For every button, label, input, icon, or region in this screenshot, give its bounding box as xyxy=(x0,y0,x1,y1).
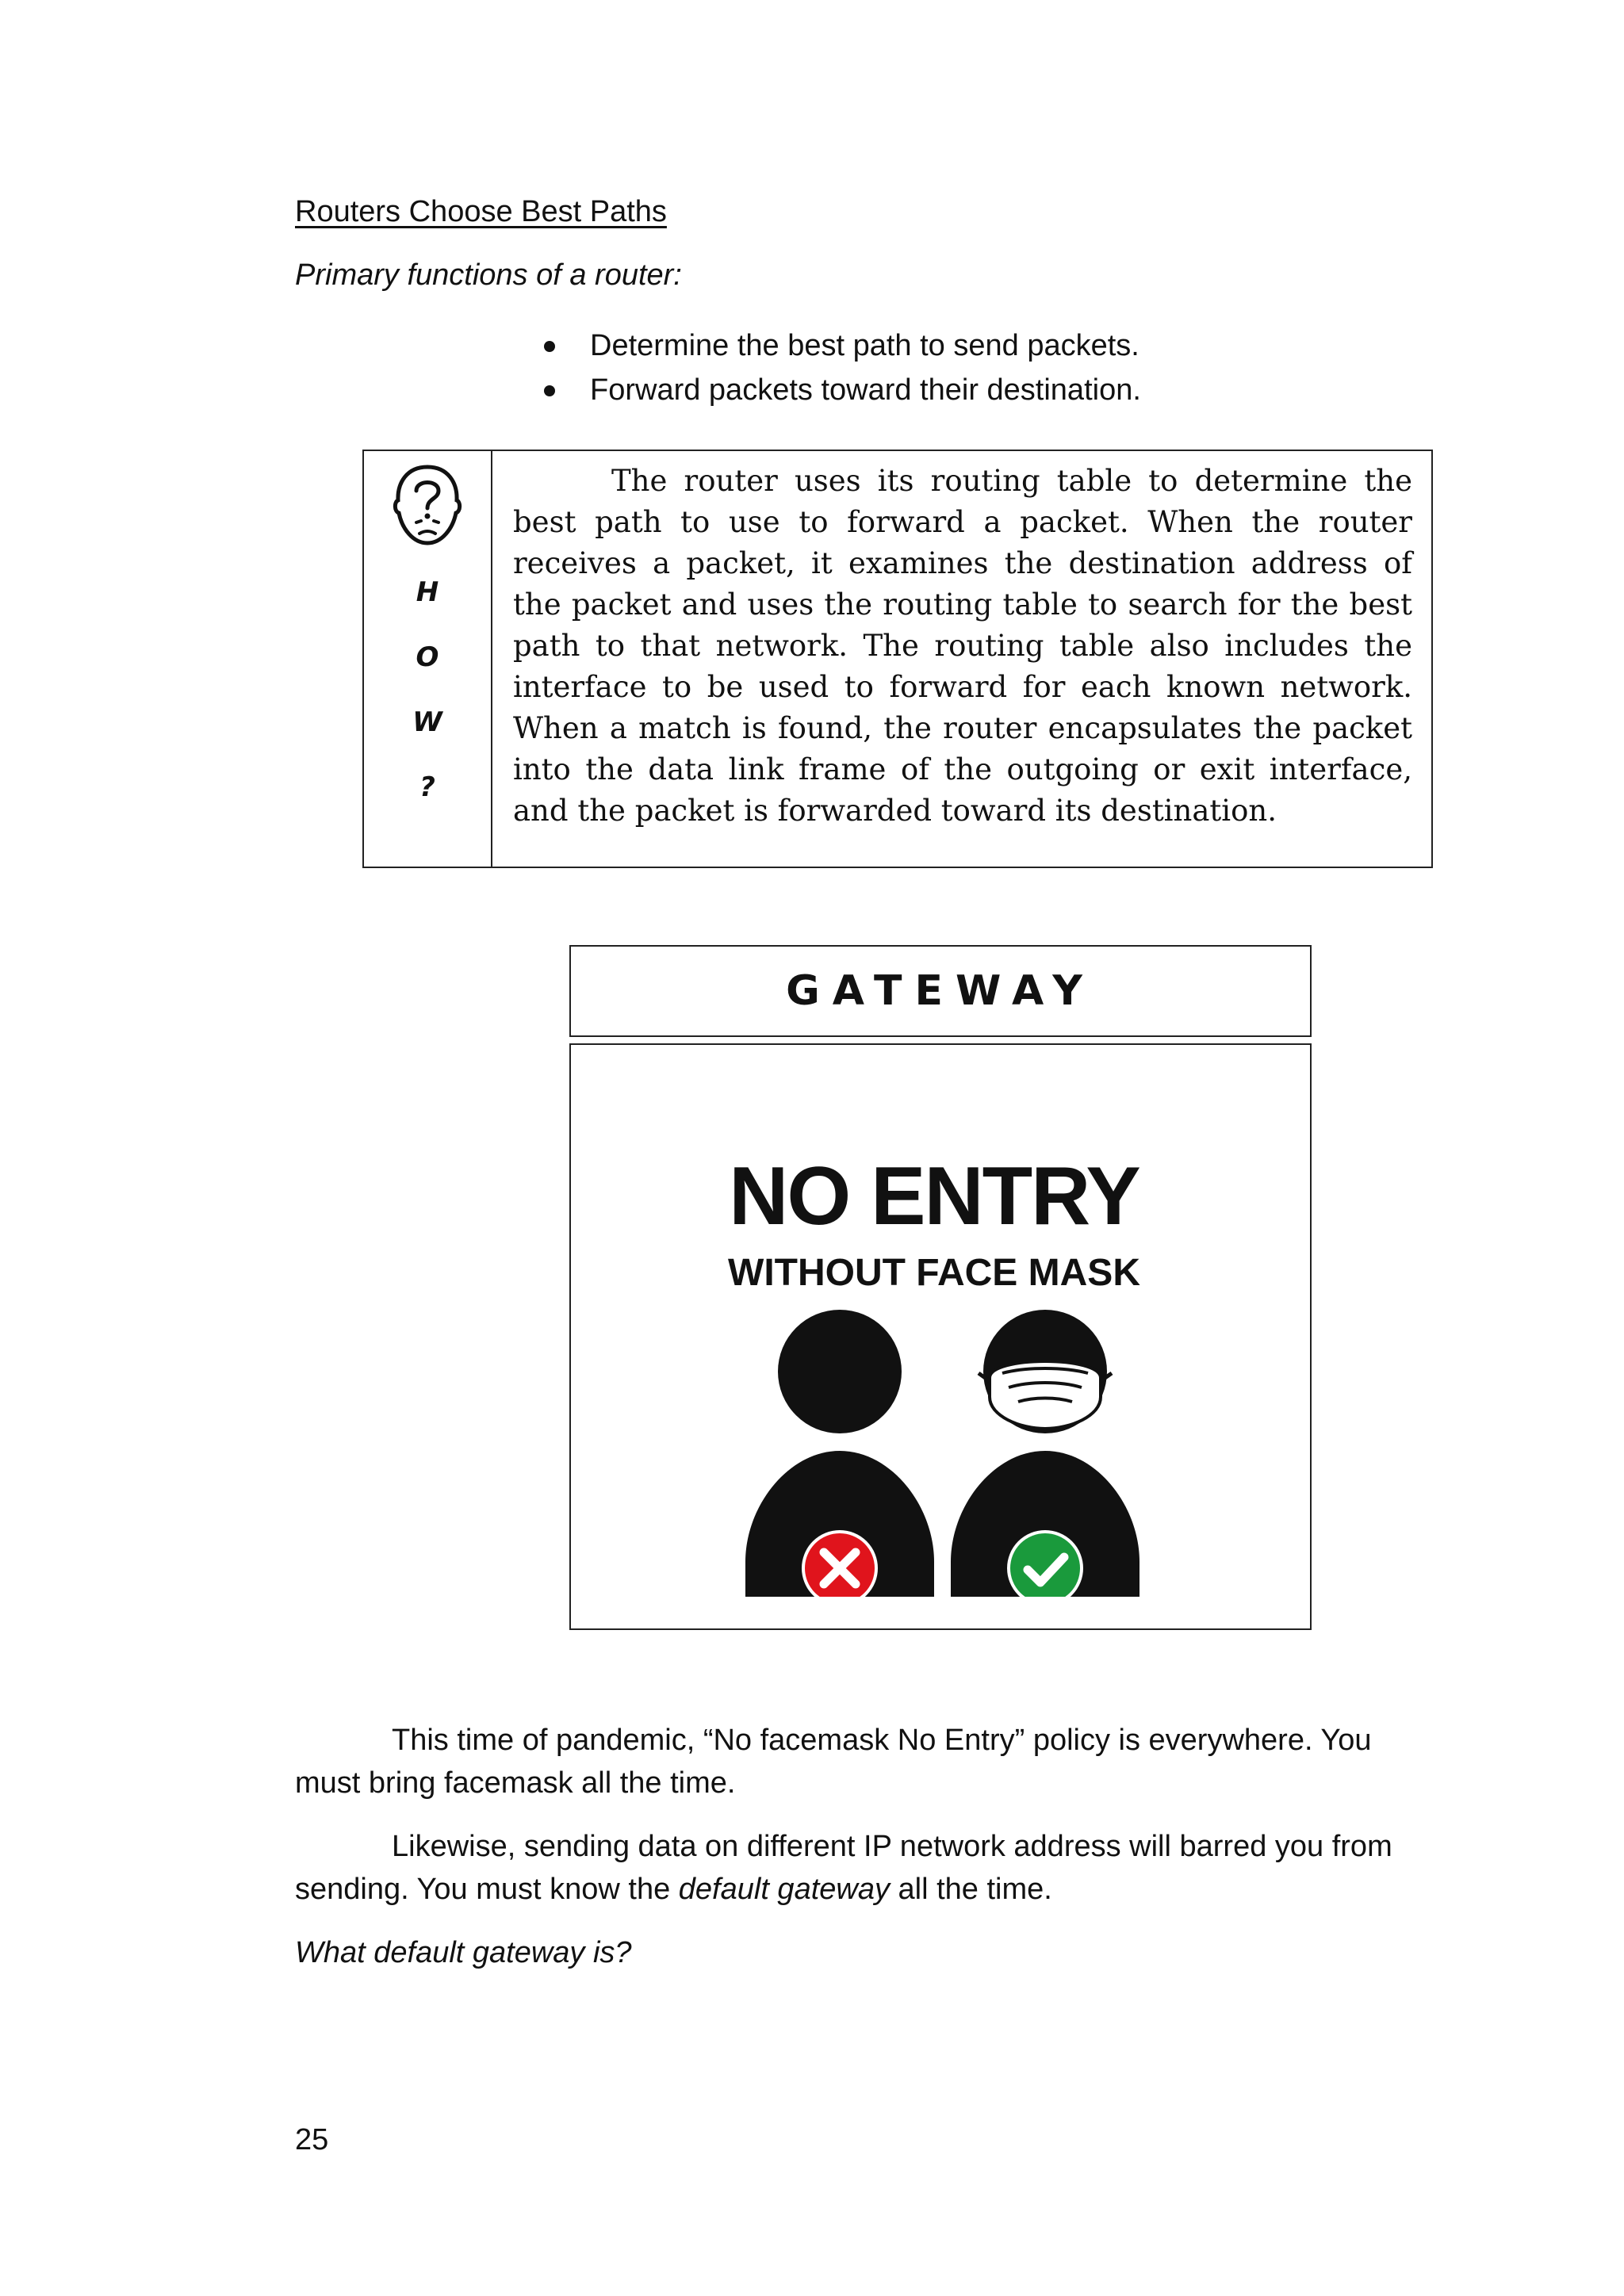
paragraph-gateway xyxy=(295,1825,1431,1911)
bullet-list xyxy=(539,323,1141,412)
section-title: Routers Choose Best Paths xyxy=(295,195,667,228)
how-box xyxy=(362,450,1433,868)
sign-headline: NO ENTRY xyxy=(729,1150,1139,1242)
paragraph-pandemic-text: This time of pandemic, “No facemask No Entry” policy is everywhere. You must bring facemask all the time. xyxy=(295,1724,1372,1800)
paragraph-gateway-end: all the time. xyxy=(889,1873,1052,1906)
bullet-icon xyxy=(544,385,555,396)
allow-check-icon xyxy=(1009,1532,1082,1597)
mask-figures-illustration xyxy=(709,1308,1159,1597)
how-sidebar xyxy=(364,451,492,867)
subtitle: Primary functions of a router: xyxy=(295,258,682,292)
gateway-heading xyxy=(569,945,1312,1037)
gateway-heading-text: GATEWAY xyxy=(786,967,1095,1015)
how-letter: H xyxy=(416,576,439,608)
no-entry-sign xyxy=(709,1118,1159,1597)
paragraph-gateway-text: Likewise, sending data on different IP network address will barred you from sending. You must know the xyxy=(295,1830,1392,1906)
question: What default gateway is? xyxy=(295,1936,632,1969)
list-item xyxy=(539,368,1141,412)
bullet-text: Forward packets toward their destination. xyxy=(590,373,1141,407)
default-gateway-term: default gateway xyxy=(678,1873,890,1906)
confused-face-icon xyxy=(388,462,467,549)
page-number: 25 xyxy=(295,2123,329,2156)
how-letter: ? xyxy=(419,771,435,803)
how-explanation: The router uses its routing table to determine the best path to use to forward a packet. When the router receives a packet, it examines the destination address of the packet and uses the routing table to search for the best path to that network. The routing table also includes the interface to be used to forward for each known network. When a match is found, the router encapsulates the packet into the data link frame of the outgoing or exit interface, and the packet is forwarded toward its destination. xyxy=(513,464,1412,828)
list-item xyxy=(539,323,1141,368)
how-letter: W xyxy=(412,706,442,738)
how-letter: O xyxy=(416,641,439,673)
bullet-text: Determine the best path to send packets. xyxy=(590,329,1139,362)
bullet-icon xyxy=(544,341,555,352)
paragraph-pandemic xyxy=(295,1719,1431,1804)
sign-subline: WITHOUT FACE MASK xyxy=(728,1252,1140,1294)
deny-x-icon xyxy=(803,1532,876,1597)
sign-image-frame xyxy=(569,1043,1312,1630)
